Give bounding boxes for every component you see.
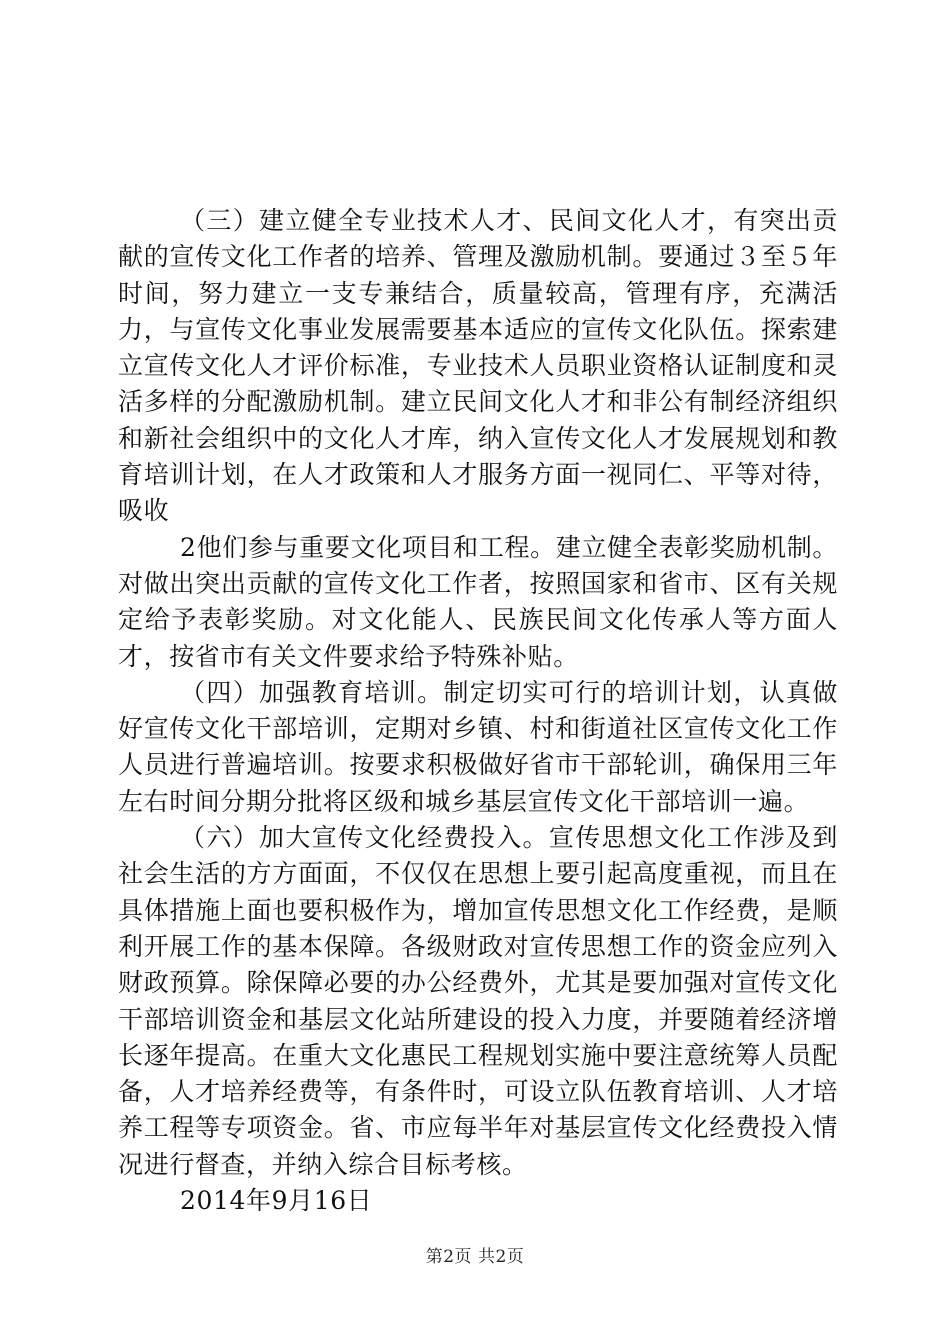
paragraph-training: （四）加强教育培训。制定切实可行的培训计划，认真做好宣传文化干部培训，定期对乡镇、村和街道社区宣传文化工作人员进行普遍培训。按要求积极做好省市干部轮训，确保用三年左右时间分期分批将区级和城乡基层宣传文化干部培训一遍。	[118, 677, 838, 816]
document-body	[118, 203, 838, 1219]
paragraph-talent-mechanism: （三）建立健全专业技术人才、民间文化人才，有突出贡献的宣传文化工作者的培养、管理及激励机制。要通过３至５年时间，努力建立一支专兼结合，质量较高，管理有序，充满活力，与宣传文化事业发展需要基本适应的宣传文化队伍。探索建立宣传文化人才评价标准，专业技术人员职业资格认证制度和灵活多样的分配激励机制。建立民间文化人才和非公有制经济组织和新社会组织中的文化人才库，纳入宣传文化人才发展规划和教育培训计划，在人才政策和人才服务方面一视同仁、平等对待，吸收	[118, 206, 838, 526]
document-date: 2014年9月16日	[180, 1186, 373, 1216]
page-footer: 第2页 共2页	[425, 1247, 525, 1267]
paragraph-funding: （六）加大宣传文化经费投入。宣传思想文化工作涉及到社会生活的方方面面，不仅仅在思想上要引起高度重视，而且在具体措施上面也要积极作为，增加宣传思想文化工作经费，是顺利开展工作的基本保障。各级财政对宣传思想工作的资金应列入财政预算。除保障必要的办公经费外，尤其是要加强对宣传文化干部培训资金和基层文化站所建设的投入力度，并要随着经济增长逐年提高。在重大文化惠民工程规划实施中要注意统筹人员配备，人才培养经费等，有条件时，可设立队伍教育培训、人才培养工程等专项资金。省、市应每半年对基层宣传文化经费投入情况进行督查，并纳入综合目标考核。	[118, 823, 838, 1179]
paragraph-awards: 2他们参与重要文化项目和工程。建立健全表彰奖励机制。对做出突出贡献的宣传文化工作者，按照国家和省市、区有关规定给予表彰奖励。对文化能人、民族民间文化传承人等方面人才，按省市有关文件要求给予特殊补贴。	[118, 532, 838, 671]
